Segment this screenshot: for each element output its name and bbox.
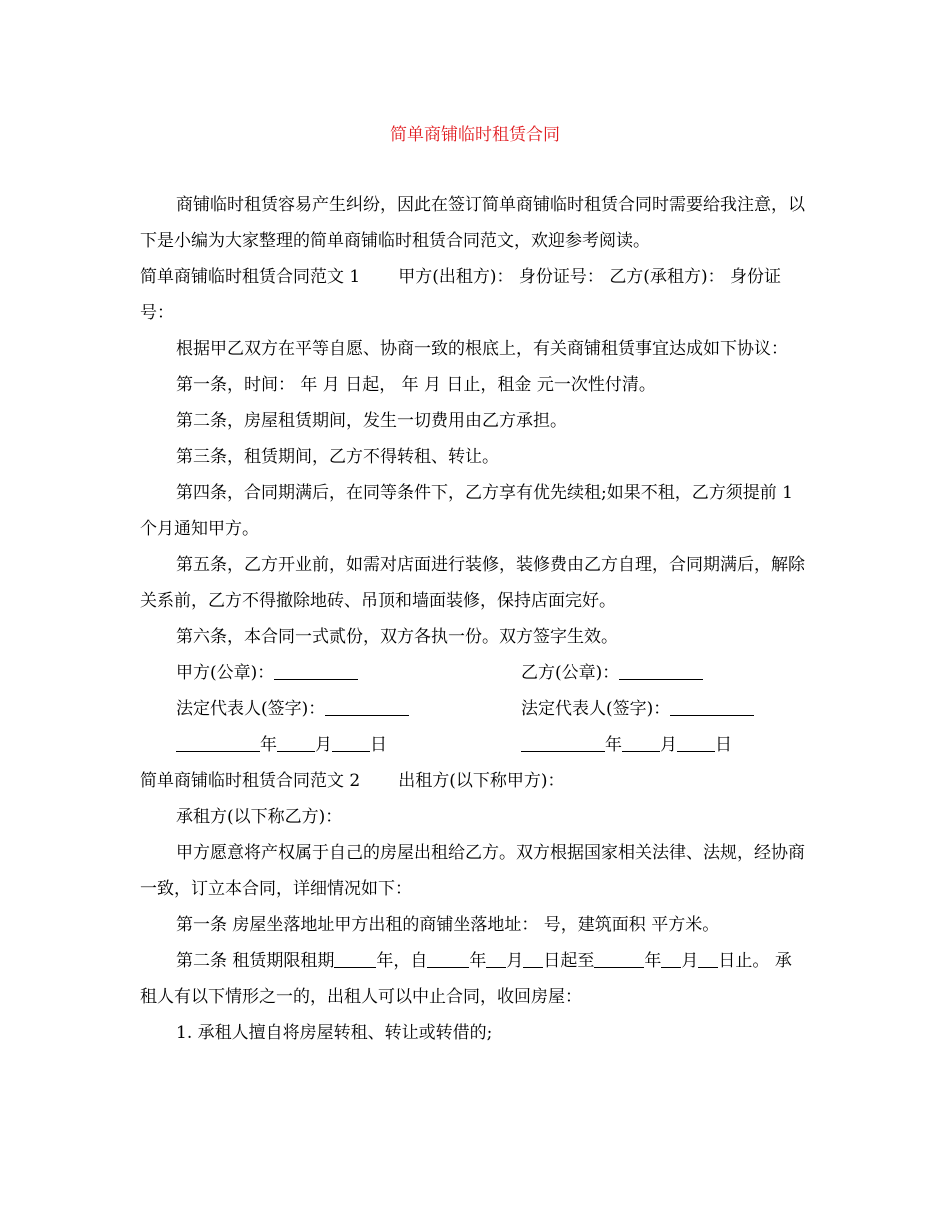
end-day-blank xyxy=(698,947,718,968)
lease-years-blank xyxy=(334,947,376,968)
party-a-label: 甲方(出租方)： xyxy=(398,267,514,287)
end-month-blank xyxy=(661,947,681,968)
year-blank xyxy=(176,731,260,752)
start-year-blank xyxy=(427,947,469,968)
end-year-label: 年 xyxy=(644,951,662,971)
signature-row-seal xyxy=(140,655,805,691)
party-b-label: 乙方(承租方)： xyxy=(609,267,725,287)
end-year-blank xyxy=(594,947,644,968)
article-6: 第六条，本合同一式贰份，双方各执一份。双方签字生效。 xyxy=(176,627,618,647)
until-label: 日起至 xyxy=(543,951,595,971)
end-month-label: 月 xyxy=(681,951,699,971)
party-a-seal-label: 甲方(公章)： xyxy=(176,663,275,683)
month-blank xyxy=(277,731,315,752)
month-label: 月 xyxy=(315,735,332,755)
article-2: 第二条，房屋租赁期间，发生一切费用由乙方承担。 xyxy=(176,411,567,431)
party-b-representative-label: 法定代表人(签字)： xyxy=(521,699,671,719)
year-label: 年 xyxy=(605,735,622,755)
party-a-representative-blank xyxy=(325,695,409,716)
section-1-heading: 简单商铺临时租赁合同范文 1 xyxy=(140,267,361,287)
lease-term-label: 第二条 租赁期限租期 xyxy=(176,951,335,971)
start-month-blank xyxy=(486,947,506,968)
from-label: 年，自 xyxy=(376,951,428,971)
section-2-heading: 简单商铺临时租赁合同范文 2 xyxy=(140,771,361,791)
month-label: 月 xyxy=(660,735,677,755)
party-a-representative xyxy=(176,691,409,727)
termination-clause: 承租人有以下情形之一的，出租人可以中止合同，收回房屋： xyxy=(140,951,792,1007)
party-a-date xyxy=(176,727,387,763)
party-b-seal-blank xyxy=(619,659,703,680)
month-blank xyxy=(622,731,660,752)
section-1-heading-line xyxy=(140,259,805,331)
section-2-intro: 甲方愿意将产权属于自己的房屋出租给乙方。双方根据国家相关法律、法规，经协商一致，订立本合同，详细情况如下： xyxy=(140,843,805,899)
signature-row-date xyxy=(140,727,805,763)
signature-row-representative xyxy=(140,691,805,727)
year-blank xyxy=(521,731,605,752)
party-b-date xyxy=(521,727,732,763)
section-2-item-1: 1. 承租人擅自将房屋转租、转让或转借的; xyxy=(176,1023,493,1043)
party-b-seal xyxy=(521,655,703,691)
article-5: 第五条，乙方开业前，如需对店面进行装修，装修费由乙方自理，合同期满后，解除关系前，乙方不得撤除地砖、吊顶和墙面装修，保持店面完好。 xyxy=(140,555,805,611)
section-2-article-2 xyxy=(140,943,805,1015)
article-1: 第一条，时间： 年 月 日起， 年 月 日止，租金 元一次性付清。 xyxy=(176,375,656,395)
basis-paragraph: 根据甲乙双方在平等自愿、协商一致的根底上，有关商铺租赁事宜达成如下协议： xyxy=(176,339,788,359)
section-2-heading-line xyxy=(140,763,805,799)
party-b-seal-label: 乙方(公章)： xyxy=(521,663,620,683)
article-4: 第四条，合同期满后，在同等条件下，乙方享有优先续租;如果不租，乙方须提前 1 个月通知甲方。 xyxy=(140,483,793,539)
party-a-id-label: 身份证号： xyxy=(518,267,604,287)
document-body xyxy=(140,187,805,1051)
start-month-label: 月 xyxy=(506,951,524,971)
day-blank xyxy=(332,731,370,752)
end-label: 日止。 xyxy=(718,951,770,971)
party-a-representative-label: 法定代表人(签字)： xyxy=(176,699,326,719)
intro-paragraph: 商铺临时租赁容易产生纠纷，因此在签订简单商铺临时租赁合同时需要给我注意，以下是小编为大家整理的简单商铺临时租赁合同范文，欢迎参考阅读。 xyxy=(140,195,805,251)
article-3: 第三条，租赁期间，乙方不得转租、转让。 xyxy=(176,447,499,467)
party-a-seal xyxy=(176,655,358,691)
start-day-blank xyxy=(523,947,543,968)
day-blank xyxy=(677,731,715,752)
party-a-seal-blank xyxy=(274,659,358,680)
day-label: 日 xyxy=(715,735,732,755)
lessor-label: 出租方(以下称甲方)： xyxy=(398,771,565,791)
document-title: 简单商铺临时租赁合同 xyxy=(390,125,560,145)
section-2-article-1: 第一条 房屋坐落地址甲方出租的商铺坐落地址： 号，建筑面积 平方米。 xyxy=(176,915,720,935)
party-b-representative xyxy=(521,691,754,727)
party-b-id-label: 身份证号： xyxy=(140,267,781,323)
party-b-representative-blank xyxy=(670,695,754,716)
year-label: 年 xyxy=(260,735,277,755)
day-label: 日 xyxy=(370,735,387,755)
start-year-label: 年 xyxy=(469,951,487,971)
lessee-label: 承租方(以下称乙方)： xyxy=(176,807,343,827)
